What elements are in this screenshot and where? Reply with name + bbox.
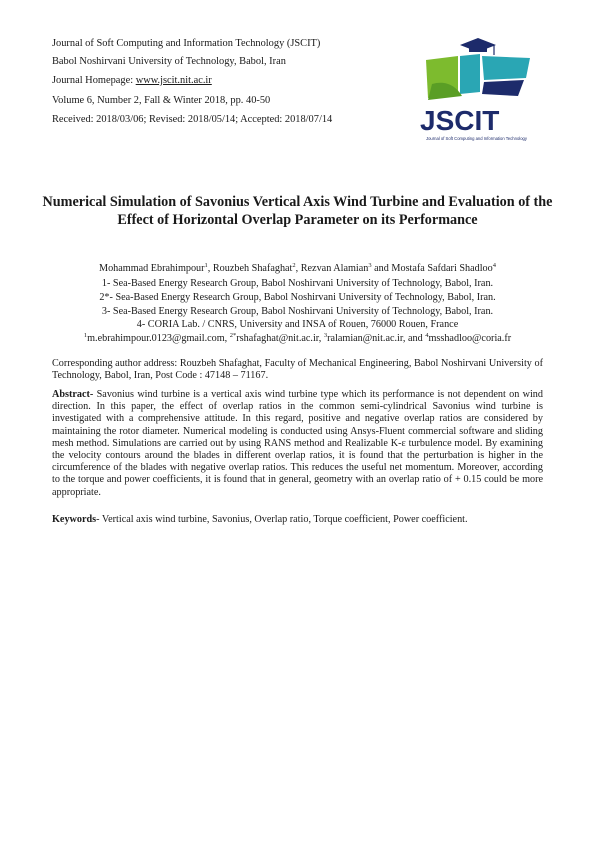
keywords-text: - Vertical axis wind turbine, Savonius, Overlap ratio, Torque coefficient, Power coefficient. xyxy=(96,514,468,525)
email-1-sup: 1 xyxy=(83,332,88,339)
journal-dates: Received: 2018/03/06; Revised: 2018/05/14; Accepted: 2018/07/14 xyxy=(52,114,333,125)
corresponding-author: Corresponding author address: Rouzbeh Shafaghat, Faculty of Mechanical Engineering, Babol Noshirvani University of Technology, Babol, Iran, Post Code : 47148 – 71167. xyxy=(52,358,543,382)
author-2-sup: 2 xyxy=(292,262,296,269)
abstract-label: Abstract- xyxy=(52,389,94,400)
logo-tagline: Journal of Soft Computing and Information Technology xyxy=(426,136,527,141)
homepage-label: Journal Homepage: xyxy=(52,75,136,86)
keywords xyxy=(52,514,543,526)
jscit-logo xyxy=(418,34,543,142)
jscit-logo-graphic xyxy=(418,34,543,142)
keywords-label: Keywords xyxy=(52,514,97,525)
affiliation-4: 4- CORIA Lab. / CNRS, University and INSA of Rouen, 76000 Rouen, France xyxy=(136,319,459,330)
author-1: Mohammad Ebrahimpour xyxy=(99,263,205,274)
author-sep: , xyxy=(207,263,213,274)
affiliation-3: 3- Sea-Based Energy Research Group, Babol Noshirvani University of Technology, Babol, Iran. xyxy=(101,306,494,317)
email-2-sup: 2* xyxy=(229,332,237,339)
abstract xyxy=(52,389,543,499)
journal-homepage xyxy=(52,75,212,87)
email-1[interactable]: m.ebrahimpour.0123@gmail.com, xyxy=(87,333,230,344)
author-list xyxy=(20,263,575,275)
author-4: Mostafa Safdari Shadloo xyxy=(391,263,493,274)
email-3-sup: 3 xyxy=(323,332,328,339)
author-4-sup: 4 xyxy=(492,262,496,269)
email-4[interactable]: msshadloo@coria.fr xyxy=(428,333,512,344)
journal-university: Babol Noshirvani University of Technology, Babol, Iran xyxy=(52,56,286,67)
author-2: Rouzbeh Shafaghat xyxy=(212,263,293,274)
email-4-sup: 4 xyxy=(425,332,429,339)
paper-title: Numerical Simulation of Savonius Vertical Axis Wind Turbine and Evaluation of the Effect of Horizontal Overlap Parameter on its Performance xyxy=(42,194,553,228)
affiliation-2: 2*- Sea-Based Energy Research Group, Babol Noshirvani University of Technology, Babol, Iran. xyxy=(99,292,496,303)
author-3-sup: 3 xyxy=(368,262,372,269)
journal-name: Journal of Soft Computing and Information Technology (JSCIT) xyxy=(52,38,321,49)
journal-volume: Volume 6, Number 2, Fall & Winter 2018, pp. 40-50 xyxy=(52,95,271,106)
author-and: and xyxy=(371,263,392,274)
email-2[interactable]: rshafaghat@nit.ac.ir, xyxy=(236,333,324,344)
author-1-sup: 1 xyxy=(204,262,208,269)
abstract-text: Savonius wind turbine is a vertical axis wind turbine type which its performance is not dependent on wind direction. In this paper, the effect of overlap ratios in the common semi-cylindrical Savonius wind turbine is investigated with a comprehensive attitude. In this regard, positive and negative overlap ratios are considered by maintaining the rotor diameter. Numerical modeling is conducted using Ansys-Fluent commercial software and sliding mesh method. Simulations are carried out by using RANS method and Realizable K-ε turbulence model. By examining the velocity contours around the blades in different overlap ratios, it is found that the perturbation is higher in the circumference of the blades with negative overlap ratios. This reduces the useful net momentum. Moreover, according to the torque and power coefficients, it is found that in general, geometry with an overlap ratio of + 0.15 could be more appropriate. xyxy=(52,389,543,498)
email-3[interactable]: ralamian@nit.ac.ir, and xyxy=(327,333,426,344)
affiliation-1: 1- Sea-Based Energy Research Group, Babol Noshirvani University of Technology, Babol, Iran. xyxy=(101,278,494,289)
author-sep: , xyxy=(295,263,301,274)
logo-text: JSCIT xyxy=(420,105,500,136)
homepage-link[interactable]: www.jscit.nit.ac.ir xyxy=(135,75,212,86)
email-list xyxy=(20,333,575,345)
author-3: Rezvan Alamian xyxy=(300,263,369,274)
